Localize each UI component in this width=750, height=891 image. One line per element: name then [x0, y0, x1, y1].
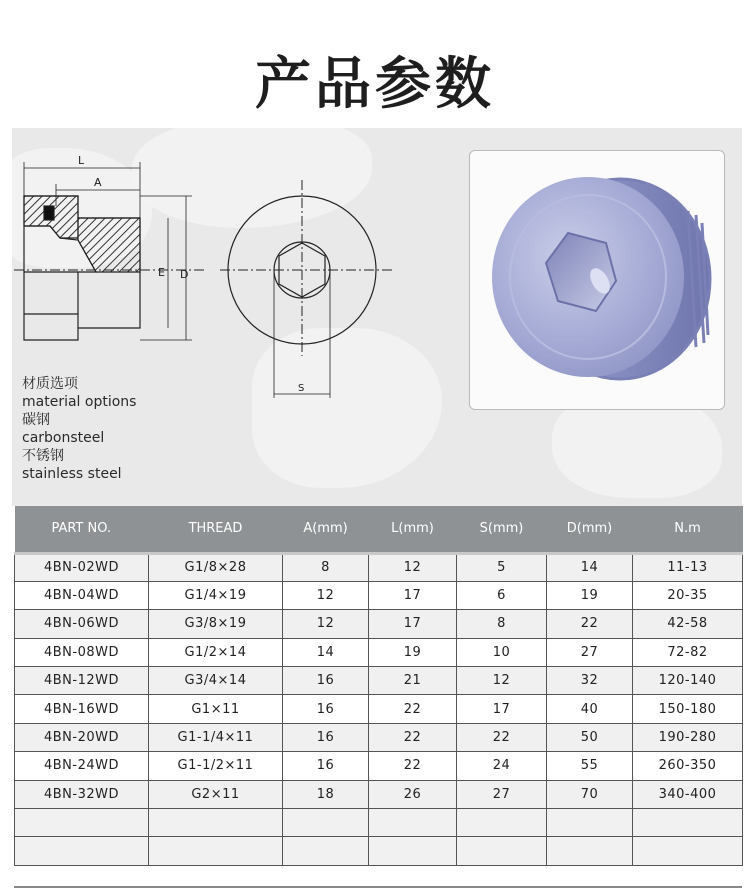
table-cell: 22: [369, 695, 457, 723]
column-header: THREAD: [149, 506, 283, 553]
table-cell: G2×11: [149, 780, 283, 808]
table-cell: G1-1/2×11: [149, 752, 283, 780]
table-cell: 14: [283, 638, 369, 666]
table-cell: 12: [369, 553, 457, 581]
table-cell: 27: [547, 638, 633, 666]
table-cell: 12: [457, 667, 547, 695]
table-cell: 5: [457, 553, 547, 581]
material-option-en: carbonsteel: [22, 430, 105, 446]
table-cell: 4BN-12WD: [15, 667, 149, 695]
table-cell: 42-58: [633, 610, 743, 638]
column-header: D(mm): [547, 506, 633, 553]
table-cell: 16: [283, 723, 369, 751]
table-row: [15, 752, 743, 780]
table-row: [15, 780, 743, 808]
divider: [14, 886, 742, 888]
table-cell: 4BN-02WD: [15, 553, 149, 581]
table-cell: 40: [547, 695, 633, 723]
column-header: L(mm): [369, 506, 457, 553]
material-heading-cn: 材质选项: [22, 376, 78, 392]
table-cell: 260-350: [633, 752, 743, 780]
product-photo: [469, 150, 725, 410]
table-cell: 22: [369, 752, 457, 780]
table-cell: 4BN-20WD: [15, 723, 149, 751]
column-header: PART NO.: [15, 506, 149, 553]
front-view: [220, 180, 392, 398]
table-cell: 6: [457, 581, 547, 609]
table-cell: 4BN-08WD: [15, 638, 149, 666]
table-cell: 4BN-24WD: [15, 752, 149, 780]
table-cell: 19: [547, 581, 633, 609]
table-cell: [283, 809, 369, 837]
spec-table: [14, 506, 743, 866]
table-cell: 55: [547, 752, 633, 780]
table-cell: 32: [547, 667, 633, 695]
table-cell: [633, 837, 743, 865]
table-cell: [149, 837, 283, 865]
table-cell: 4BN-16WD: [15, 695, 149, 723]
table-cell: [149, 809, 283, 837]
table-cell: G3/4×14: [149, 667, 283, 695]
table-cell: [369, 837, 457, 865]
table-row: [15, 723, 743, 751]
dimension-label-e: E: [158, 266, 165, 279]
table-cell: G3/8×19: [149, 610, 283, 638]
hex-plug-image: [470, 151, 726, 411]
table-cell: 12: [283, 581, 369, 609]
side-view: [14, 162, 205, 340]
column-header: S(mm): [457, 506, 547, 553]
material-options: [22, 375, 136, 483]
empty-table-row: [15, 837, 743, 865]
table-cell: G1/4×19: [149, 581, 283, 609]
table-cell: 4BN-06WD: [15, 610, 149, 638]
table-cell: G1×11: [149, 695, 283, 723]
table-cell: 16: [283, 752, 369, 780]
table-cell: 120-140: [633, 667, 743, 695]
table-cell: 10: [457, 638, 547, 666]
table-cell: 4BN-04WD: [15, 581, 149, 609]
table-cell: 22: [547, 610, 633, 638]
column-header: A(mm): [283, 506, 369, 553]
table-cell: 17: [457, 695, 547, 723]
table-cell: 18: [283, 780, 369, 808]
table-cell: 340-400: [633, 780, 743, 808]
table-cell: [547, 837, 633, 865]
column-header: N.m: [633, 506, 743, 553]
material-heading-en: material options: [22, 394, 137, 410]
material-option-en: stainless steel: [22, 466, 122, 482]
table-cell: 17: [369, 610, 457, 638]
table-cell: [457, 809, 547, 837]
table-cell: 11-13: [633, 553, 743, 581]
table-row: [15, 610, 743, 638]
table-cell: G1-1/4×11: [149, 723, 283, 751]
table-cell: 12: [283, 610, 369, 638]
dimension-label-l: L: [78, 154, 85, 167]
dimension-label-s: S: [298, 383, 305, 394]
table-row: [15, 695, 743, 723]
table-row: [15, 581, 743, 609]
dimension-label-a: A: [94, 176, 102, 189]
table-cell: 150-180: [633, 695, 743, 723]
table-cell: 19: [369, 638, 457, 666]
table-header-row: [15, 506, 743, 553]
table-cell: 21: [369, 667, 457, 695]
table-cell: [369, 809, 457, 837]
table-cell: 72-82: [633, 638, 743, 666]
table-cell: 50: [547, 723, 633, 751]
table-cell: [547, 809, 633, 837]
table-cell: G1/2×14: [149, 638, 283, 666]
table-cell: 8: [457, 610, 547, 638]
table-cell: 27: [457, 780, 547, 808]
material-option-cn: 碳钢: [22, 412, 50, 428]
table-row: [15, 553, 743, 581]
empty-table-row: [15, 809, 743, 837]
table-cell: [457, 837, 547, 865]
table-cell: [15, 837, 149, 865]
page-title: 产品参数: [255, 52, 495, 117]
table-cell: [633, 809, 743, 837]
table-cell: 14: [547, 553, 633, 581]
table-cell: [283, 837, 369, 865]
table-cell: [15, 809, 149, 837]
table-cell: G1/8×28: [149, 553, 283, 581]
table-cell: 22: [369, 723, 457, 751]
table-cell: 4BN-32WD: [15, 780, 149, 808]
table-row: [15, 638, 743, 666]
table-cell: 190-280: [633, 723, 743, 751]
table-cell: 16: [283, 695, 369, 723]
table-cell: 26: [369, 780, 457, 808]
table-cell: 22: [457, 723, 547, 751]
table-cell: 24: [457, 752, 547, 780]
table-cell: 20-35: [633, 581, 743, 609]
table-cell: 70: [547, 780, 633, 808]
dimension-label-d: D: [180, 268, 189, 281]
table-cell: 8: [283, 553, 369, 581]
table-cell: 16: [283, 667, 369, 695]
table-cell: 17: [369, 581, 457, 609]
table-row: [15, 667, 743, 695]
material-option-cn: 不锈钢: [22, 448, 64, 464]
